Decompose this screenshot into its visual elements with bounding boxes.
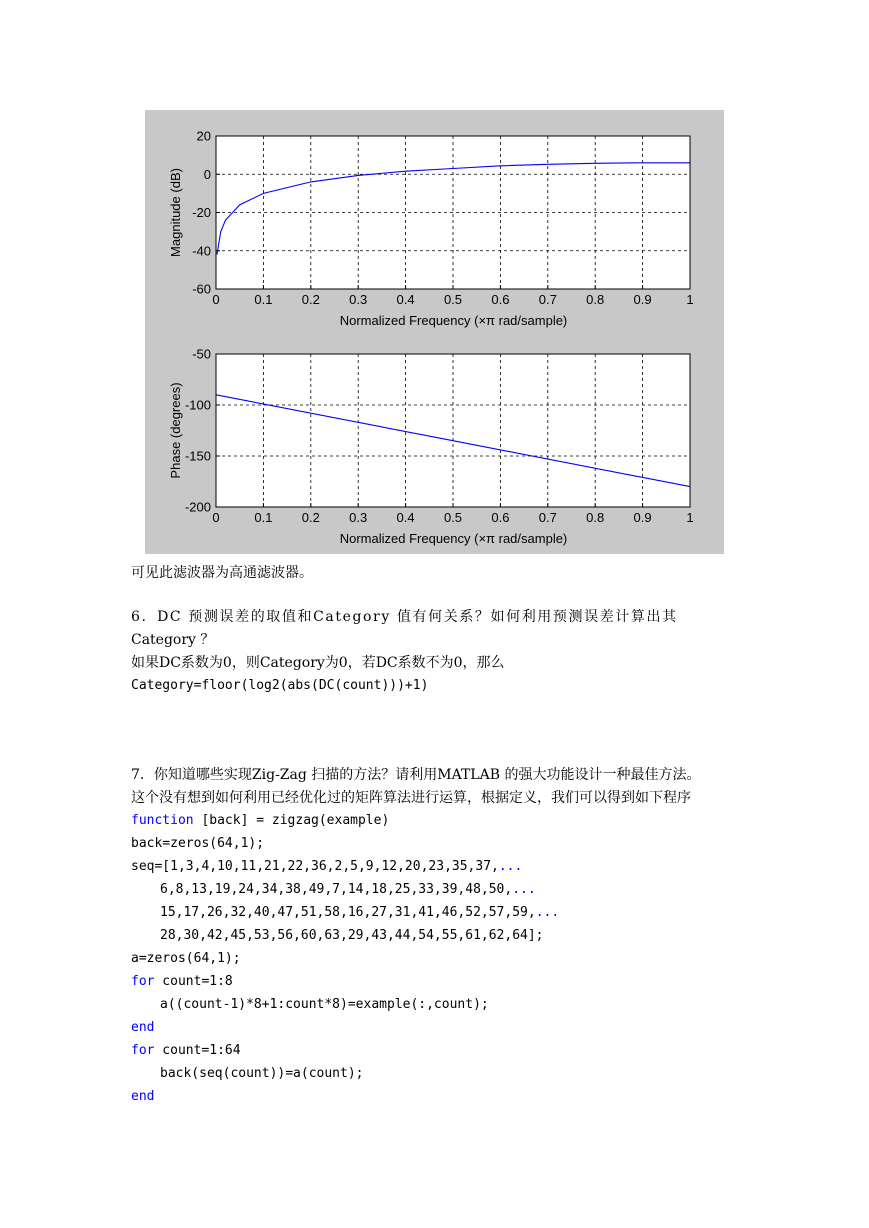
q7-answer: 这个没有想到如何利用已经优化过的矩阵算法进行运算，根据定义，我们可以得到如下程序 [131, 790, 691, 806]
code-text: count=1:8 [154, 974, 233, 989]
code-line-12: back(seq(count))=a(count); [160, 1066, 364, 1081]
y-tick-label: -100 [184, 397, 211, 413]
x-tick-label: 0.3 [349, 510, 368, 525]
x-tick-label: 0 [212, 510, 220, 525]
x-tick-label: 0.5 [443, 510, 463, 525]
x-tick-label: 1 [686, 510, 694, 525]
x-tick-label: 0.2 [301, 292, 320, 307]
q6-question-line2: Category ？ [131, 632, 215, 648]
x-axis-label: Normalized Frequency (×π rad/sample) [339, 531, 568, 546]
code-line-8 [131, 971, 233, 993]
y-tick-label: -200 [184, 499, 211, 515]
code-text: seq=[1,3,4,10,11,21,22,36,2,5,9,12,20,23,35,37, [131, 859, 499, 874]
x-tick-label: 0.7 [538, 292, 557, 307]
q6-formula: Category=floor(log2(abs(DC(count)))+1) [131, 678, 429, 693]
x-tick-label: 1 [686, 292, 694, 307]
y-tick-label: 0 [203, 166, 211, 182]
code-text: 6,8,13,19,24,34,38,49,7,14,18,25,33,39,48,50, [160, 882, 513, 897]
plot-area [216, 354, 690, 507]
code-line-3 [131, 856, 522, 878]
code-line-13 [131, 1086, 154, 1108]
keyword-end: end [131, 1020, 155, 1035]
x-tick-label: 0 [212, 292, 220, 307]
code-line-6: 28,30,42,45,53,56,60,63,29,43,44,54,55,61,62,64]; [160, 928, 544, 943]
x-tick-label: 0.2 [301, 510, 320, 525]
x-tick-label: 0.8 [586, 292, 605, 307]
x-tick-label: 0.5 [443, 292, 463, 307]
y-tick-label: -50 [192, 346, 211, 362]
code-line-4 [131, 879, 536, 901]
q6-answer-line: 如果DC系数为0，则Category为0，若DC系数不为0，那么 [131, 655, 505, 671]
x-tick-label: 0.1 [254, 292, 273, 307]
x-tick-label: 0.8 [586, 510, 605, 525]
frequency-response-figure [145, 110, 724, 554]
code-line-2: back=zeros(64,1); [131, 836, 265, 851]
code-line-5 [131, 902, 559, 924]
x-tick-label: 0.6 [491, 292, 510, 307]
y-axis-label: Magnitude (dB) [168, 168, 183, 257]
keyword-for: for [131, 974, 155, 989]
code-line-9: a((count-1)*8+1:count*8)=example(:,count); [160, 997, 489, 1012]
y-tick-label: 20 [196, 128, 211, 144]
code-line-11 [131, 1040, 241, 1062]
x-tick-label: 0.9 [633, 292, 652, 307]
code-line-1 [131, 810, 389, 832]
code-text: 15,17,26,32,40,47,51,58,16,27,31,41,46,52,57,59, [160, 905, 536, 920]
q7-question: 7．你知道哪些实现Zig-Zag 扫描的方法？请利用MATLAB 的强大功能设计一种最佳方法。 [131, 767, 701, 783]
x-tick-label: 0.4 [396, 292, 415, 307]
y-tick-label: -20 [192, 205, 211, 220]
code-text: [back] = zigzag(example) [193, 813, 390, 828]
keyword-end: end [131, 1089, 155, 1104]
continuation-marker: ... [498, 859, 523, 874]
x-tick-label: 0.4 [396, 510, 415, 525]
y-tick-label: -150 [184, 448, 211, 464]
x-tick-label: 0.3 [349, 292, 368, 307]
x-tick-label: 0.1 [254, 510, 273, 525]
x-tick-label: 0.6 [491, 510, 510, 525]
q6-question-line1: 6．DC 预测误差的取值和Category 值有何关系？如何利用预测误差计算出其 [131, 609, 678, 625]
continuation-marker: ... [535, 905, 560, 920]
code-text: count=1:64 [154, 1043, 241, 1058]
x-tick-label: 0.9 [633, 510, 652, 525]
y-tick-label: -60 [192, 281, 211, 297]
code-line-7: a=zeros(64,1); [131, 951, 241, 966]
x-axis-label: Normalized Frequency (×π rad/sample) [339, 313, 568, 328]
caption-text: 可见此滤波器为高通滤波器。 [131, 565, 313, 581]
y-axis-label: Phase (degrees) [168, 382, 183, 479]
keyword-function: function [131, 813, 194, 828]
continuation-marker: ... [512, 882, 536, 897]
x-tick-label: 0.7 [538, 510, 557, 525]
keyword-for: for [131, 1043, 155, 1058]
y-tick-label: -40 [192, 243, 211, 259]
code-line-10 [131, 1017, 154, 1039]
